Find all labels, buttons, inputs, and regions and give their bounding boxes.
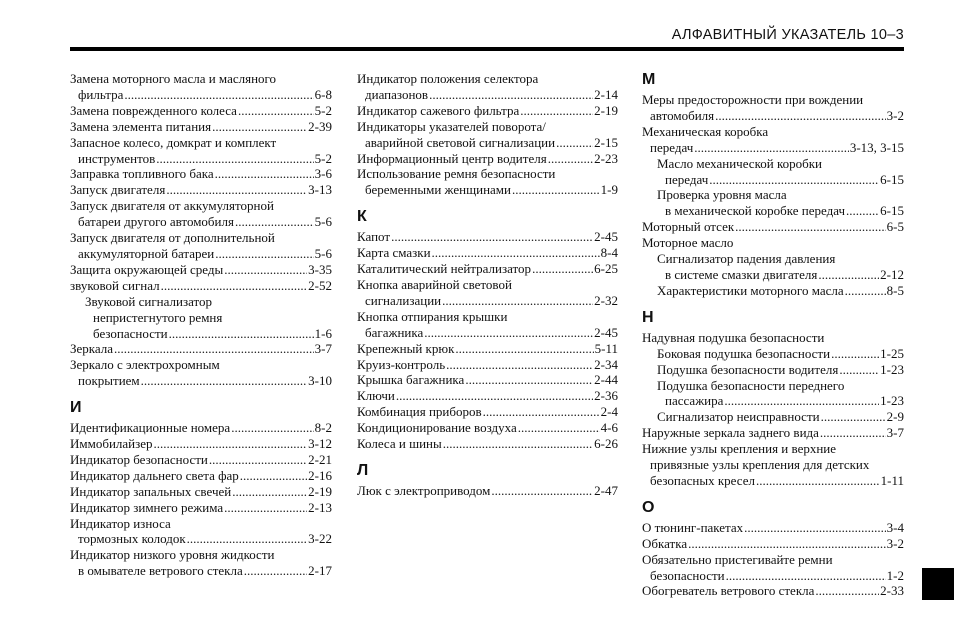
entry-text: Индикатор запальных свечей xyxy=(70,483,232,499)
index-entry xyxy=(357,277,618,293)
index-entry xyxy=(70,341,332,357)
page-number: 5-6 xyxy=(314,245,332,261)
entry-text: Проверка уровня масла xyxy=(657,187,787,203)
entry-text: автомобиля xyxy=(650,107,715,123)
page-number: 6-25 xyxy=(594,261,618,277)
dot-leader xyxy=(556,135,593,151)
index-entry xyxy=(642,140,904,156)
dot-leader xyxy=(845,283,886,299)
page-number: 2-33 xyxy=(880,583,904,599)
dot-leader xyxy=(240,468,307,484)
dot-leader xyxy=(715,108,886,124)
index-entry xyxy=(642,203,904,219)
index-entry xyxy=(70,294,332,310)
index-entry xyxy=(642,108,904,124)
page-number: 2-14 xyxy=(594,86,618,102)
page-number: 2-9 xyxy=(886,409,904,425)
page-number: 2-34 xyxy=(594,356,618,372)
page-number: 2-44 xyxy=(594,372,618,388)
entry-text: Масло механической коробки xyxy=(657,155,822,171)
index-entry xyxy=(642,124,904,140)
entry-text: Крышка багажника xyxy=(357,372,465,388)
entry-text: Наружные зеркала заднего вида xyxy=(642,425,819,441)
page-number: 2-16 xyxy=(308,467,332,483)
index-entry xyxy=(70,198,332,214)
dot-leader xyxy=(491,483,593,499)
index-entry xyxy=(642,267,904,283)
entry-text: Подушка безопасности водителя xyxy=(657,361,839,377)
dot-leader xyxy=(846,203,879,219)
entry-text: Запасное колесо, домкрат и комплект xyxy=(70,134,277,150)
index-entry xyxy=(357,388,618,404)
page-number: 6-15 xyxy=(880,171,904,187)
dot-leader xyxy=(442,293,593,309)
entry-text: беременными женщинами xyxy=(365,182,511,198)
index-entry xyxy=(642,235,904,251)
page-number: 2-23 xyxy=(594,150,618,166)
entry-text: Подушка безопасности переднего xyxy=(657,377,845,393)
page-number: 1-9 xyxy=(600,182,618,198)
page-number: 5-2 xyxy=(314,102,332,118)
page-number: 2-45 xyxy=(594,229,618,245)
entry-text: Использование ремня безопасности xyxy=(357,166,556,182)
index-entry xyxy=(642,330,904,346)
page-number: 6-5 xyxy=(886,219,904,235)
entry-text: Характеристики моторного масла xyxy=(657,282,844,298)
entry-text: Меры предосторожности при вождении xyxy=(642,92,864,107)
dot-leader xyxy=(756,473,880,489)
index-entry xyxy=(642,219,904,235)
dot-leader xyxy=(209,452,307,468)
entry-text: Колеса и шины xyxy=(357,436,442,452)
entry-text: Замена элемента питания xyxy=(70,118,212,134)
index-entry xyxy=(70,230,332,246)
entry-text: Индикатор сажевого фильтра xyxy=(357,102,520,118)
page-number: 3-6 xyxy=(314,166,332,182)
index-entry xyxy=(70,310,332,326)
page-number: 3-12 xyxy=(308,436,332,452)
running-header: АЛФАВИТНЫЙ УКАЗАТЕЛЬ 10–3 xyxy=(671,27,904,43)
entry-text: Запуск двигателя xyxy=(70,182,166,198)
dot-leader xyxy=(215,246,313,262)
page-number: 2-52 xyxy=(308,277,332,293)
entry-text: Моторное масло xyxy=(642,235,734,251)
dot-leader xyxy=(235,214,314,230)
index-entry xyxy=(357,119,618,135)
entry-text: Идентификационные номера xyxy=(70,420,231,436)
entry-text: Индикаторы указателей поворота/ xyxy=(357,118,546,134)
index-entry xyxy=(70,531,332,547)
dot-leader xyxy=(839,362,879,378)
dot-leader xyxy=(391,229,593,245)
index-entry xyxy=(642,425,904,441)
page-number: 1-23 xyxy=(880,361,904,377)
dot-leader xyxy=(532,261,593,277)
entry-text: Круиз-контроль xyxy=(357,356,446,372)
index-entry xyxy=(70,214,332,230)
dot-leader xyxy=(831,346,879,362)
header-rule xyxy=(70,47,904,51)
page-number: 2-12 xyxy=(880,266,904,282)
entry-text: Кондиционирование воздуха xyxy=(357,420,517,436)
entry-group xyxy=(70,420,332,579)
entry-text: пассажира xyxy=(665,393,724,409)
entry-text: покрытием xyxy=(78,373,140,389)
index-entry xyxy=(70,182,332,198)
index-entry xyxy=(357,309,618,325)
index-entry xyxy=(642,187,904,203)
page-number: 3-2 xyxy=(886,535,904,551)
entry-text: Запуск двигателя от аккумуляторной xyxy=(70,198,274,214)
index-entry xyxy=(70,166,332,182)
index-entry xyxy=(70,373,332,389)
dot-leader xyxy=(455,341,593,357)
dot-leader xyxy=(154,436,308,452)
index-entry xyxy=(642,283,904,299)
entry-text: Обязательно пристегивайте ремни xyxy=(642,551,833,567)
section-letter: М xyxy=(642,71,656,88)
index-entry xyxy=(357,166,618,182)
page-number: 5-11 xyxy=(594,340,618,356)
dot-leader xyxy=(166,182,307,198)
index-entry xyxy=(642,251,904,267)
page-number: 3-22 xyxy=(308,531,332,547)
page-number: 5-6 xyxy=(314,214,332,230)
entry-text: Замена моторного масла и масляного xyxy=(70,71,277,86)
index-entry xyxy=(357,103,618,119)
index-entry xyxy=(642,552,904,568)
section-letter: К xyxy=(357,208,367,226)
dot-leader xyxy=(821,409,886,425)
dot-leader xyxy=(512,182,600,198)
index-entry xyxy=(357,483,618,499)
entry-text: Заправка топливного бака xyxy=(70,166,214,182)
dot-leader xyxy=(429,87,593,103)
page-number: 2-19 xyxy=(308,483,332,499)
index-entry xyxy=(357,245,618,261)
dot-leader xyxy=(161,278,308,294)
index-entry xyxy=(642,362,904,378)
index-entry xyxy=(70,468,332,484)
page-number: 6-8 xyxy=(314,86,332,102)
section-letter: И xyxy=(70,399,82,417)
entry-text: сигнализации xyxy=(365,292,442,308)
entry-text: Индикатор положения селектора xyxy=(357,71,539,86)
page-number: 5-2 xyxy=(314,150,332,166)
index-entry xyxy=(70,484,332,500)
dot-leader xyxy=(694,140,849,156)
page-number: 8-2 xyxy=(314,420,332,436)
entry-text: Информационный центр водителя xyxy=(357,150,547,166)
page-number: 1-25 xyxy=(880,345,904,361)
dot-leader xyxy=(735,219,886,235)
entry-text: Кнопка отпирания крышки xyxy=(357,308,508,324)
page-number: 3-4 xyxy=(886,519,904,535)
dot-leader xyxy=(446,357,593,373)
entry-text: безопасных кресел xyxy=(650,472,755,488)
index-entry xyxy=(642,378,904,394)
page-number: 2-17 xyxy=(308,563,332,579)
entry-text: Звуковой сигнализатор xyxy=(85,293,213,309)
entry-text: Нижние узлы крепления и верхние xyxy=(642,441,837,457)
index-entry xyxy=(642,568,904,584)
entry-group xyxy=(70,71,332,389)
dot-leader xyxy=(724,393,879,409)
entry-text: передач xyxy=(665,171,709,187)
dot-leader xyxy=(424,325,593,341)
index-entry xyxy=(70,500,332,516)
entry-text: Зеркала xyxy=(70,341,114,357)
page-number: 6-26 xyxy=(594,436,618,452)
dot-leader xyxy=(224,262,307,278)
index-entry xyxy=(642,536,904,552)
entry-text: Защита окружающей среды xyxy=(70,261,224,277)
index-entry xyxy=(70,151,332,167)
dot-leader xyxy=(820,425,886,441)
index-entry xyxy=(642,92,904,108)
dot-leader xyxy=(169,326,314,342)
index-entry xyxy=(70,135,332,151)
entry-text: Ключи xyxy=(357,388,395,404)
page-number: 2-47 xyxy=(594,482,618,498)
dot-leader xyxy=(114,341,314,357)
dot-leader xyxy=(238,103,314,119)
dot-leader xyxy=(396,388,593,404)
dot-leader xyxy=(244,563,307,579)
entry-text: Сигнализатор неисправности xyxy=(657,409,820,425)
index-entry xyxy=(642,457,904,473)
entry-text: звуковой сигнал xyxy=(70,277,160,293)
index-entry xyxy=(70,278,332,294)
dot-leader xyxy=(215,166,314,182)
dot-leader xyxy=(187,531,308,547)
dot-leader xyxy=(212,119,307,135)
entry-text: Кнопка аварийной световой xyxy=(357,276,512,292)
index-entry xyxy=(70,357,332,373)
dot-leader xyxy=(224,500,307,516)
entry-text: Капот xyxy=(357,229,391,245)
dot-leader xyxy=(483,404,600,420)
index-entry xyxy=(357,420,618,436)
index-entry xyxy=(642,156,904,172)
dot-leader xyxy=(443,436,593,452)
entry-text: О тюнинг-пакетах xyxy=(642,519,744,535)
dot-leader xyxy=(726,568,886,584)
entry-text: батареи другого автомобиля xyxy=(78,214,234,230)
entry-text: Индикатор дальнего света фар xyxy=(70,467,239,483)
chapter-tab-marker xyxy=(922,568,954,600)
entry-text: в омывателе ветрового стекла xyxy=(78,563,243,579)
entry-group xyxy=(642,330,904,489)
entry-text: аккумуляторной батареи xyxy=(78,245,215,261)
entry-text: Зеркало с электрохромным xyxy=(70,357,220,373)
dot-leader xyxy=(744,520,885,536)
entry-text: Обогреватель ветрового стекла xyxy=(642,583,815,599)
page-number: 8-4 xyxy=(600,245,618,261)
entry-text: в системе смазки двигателя xyxy=(665,266,818,282)
entry-text: Люк с электроприводом xyxy=(357,482,491,498)
dot-leader xyxy=(232,484,307,500)
index-entry xyxy=(357,71,618,87)
page-number: 3-13, 3-15 xyxy=(849,139,904,155)
entry-text: фильтра xyxy=(78,86,124,102)
entry-text: Обкатка xyxy=(642,535,688,551)
index-entry xyxy=(70,71,332,87)
entry-text: Каталитический нейтрализатор xyxy=(357,261,532,277)
index-entry xyxy=(70,119,332,135)
page-number: 1-23 xyxy=(880,393,904,409)
entry-text: Запуск двигателя от дополнительной xyxy=(70,230,275,246)
page-number: 2-4 xyxy=(600,404,618,420)
entry-text: инструментов xyxy=(78,150,156,166)
page-number: 2-13 xyxy=(308,499,332,515)
index-entry xyxy=(357,151,618,167)
page-number: 3-35 xyxy=(308,261,332,277)
index-entry xyxy=(70,452,332,468)
dot-leader xyxy=(815,583,879,599)
entry-text: Замена поврежденного колеса xyxy=(70,102,237,118)
dot-leader xyxy=(432,245,600,261)
index-entry xyxy=(70,436,332,452)
index-entry xyxy=(357,372,618,388)
page-number: 3-2 xyxy=(886,107,904,123)
entry-text: передач xyxy=(650,139,694,155)
index-entry xyxy=(70,547,332,563)
entry-text: аварийной световой сигнализации xyxy=(365,134,556,150)
entry-group xyxy=(357,483,618,499)
entry-group xyxy=(357,229,618,452)
entry-text: диапазонов xyxy=(365,86,429,102)
page-number: 2-45 xyxy=(594,324,618,340)
page-number: 6-15 xyxy=(880,203,904,219)
entry-text: Индикатор износа xyxy=(70,515,171,531)
page-number: 4-6 xyxy=(600,420,618,436)
index-entry xyxy=(70,246,332,262)
index-entry xyxy=(642,441,904,457)
entry-text: привязные узлы крепления для детских xyxy=(650,457,870,473)
section-letter: Л xyxy=(357,461,369,479)
index-entry xyxy=(357,293,618,309)
dot-leader xyxy=(709,172,879,188)
index-entry xyxy=(642,172,904,188)
index-entry xyxy=(70,563,332,579)
page-number: 2-36 xyxy=(594,388,618,404)
dot-leader xyxy=(465,372,593,388)
index-entry xyxy=(357,357,618,373)
entry-text: Индикатор низкого уровня жидкости xyxy=(70,547,275,563)
index-entry xyxy=(642,583,904,599)
index-entry xyxy=(357,229,618,245)
index-entry xyxy=(70,420,332,436)
entry-text: непристегнутого ремня xyxy=(93,309,223,325)
index-entry xyxy=(357,135,618,151)
index-entry xyxy=(357,87,618,103)
index-column-2 xyxy=(357,71,618,499)
entry-text: Сигнализатор падения давления xyxy=(657,251,836,267)
entry-text: Надувная подушка безопасности xyxy=(642,329,825,345)
index-entry xyxy=(357,341,618,357)
page-number: 3-7 xyxy=(314,341,332,357)
entry-text: Индикатор зимнего режима xyxy=(70,499,224,515)
index-entry xyxy=(642,473,904,489)
entry-text: безопасности xyxy=(93,325,168,341)
dot-leader xyxy=(520,103,593,119)
index-entry xyxy=(357,325,618,341)
entry-text: Крепежный крюк xyxy=(357,340,455,356)
entry-text: безопасности xyxy=(650,567,725,583)
index-entry xyxy=(357,182,618,198)
index-entry xyxy=(70,87,332,103)
dot-leader xyxy=(688,536,886,552)
index-entry xyxy=(642,393,904,409)
index-entry xyxy=(357,436,618,452)
entry-group xyxy=(357,71,618,198)
dot-leader xyxy=(518,420,600,436)
index-entry xyxy=(357,261,618,277)
page-number: 1-11 xyxy=(880,472,904,488)
index-entry xyxy=(70,326,332,342)
dot-leader xyxy=(156,151,313,167)
page-number: 3-7 xyxy=(886,425,904,441)
index-entry xyxy=(642,346,904,362)
section-letter: Н xyxy=(642,308,654,326)
entry-text: багажника xyxy=(365,324,424,340)
index-column-3 xyxy=(642,71,904,599)
entry-text: тормозных колодок xyxy=(78,531,186,547)
index-entry xyxy=(642,409,904,425)
page-number: 8-5 xyxy=(886,282,904,298)
dot-leader xyxy=(141,373,308,389)
entry-text: в механической коробке передач xyxy=(665,203,846,219)
entry-group xyxy=(642,92,904,299)
entry-text: Иммобилайзер xyxy=(70,436,153,452)
entry-text: Комбинация приборов xyxy=(357,404,482,420)
entry-text: Карта смазки xyxy=(357,245,431,261)
entry-text: Механическая коробка xyxy=(642,123,769,139)
page-number: 1-6 xyxy=(314,325,332,341)
page-number: 1-2 xyxy=(886,567,904,583)
page-number: 2-39 xyxy=(308,118,332,134)
entry-text: Индикатор безопасности xyxy=(70,451,208,467)
index-entry xyxy=(70,103,332,119)
dot-leader xyxy=(818,267,879,283)
index-entry xyxy=(357,404,618,420)
dot-leader xyxy=(548,151,593,167)
entry-text: Боковая подушка безопасности xyxy=(657,345,831,361)
index-entry xyxy=(642,520,904,536)
page-number: 2-32 xyxy=(594,292,618,308)
section-letter: О xyxy=(642,498,655,516)
entry-group xyxy=(642,520,904,600)
page-number: 2-15 xyxy=(594,134,618,150)
page-number: 3-10 xyxy=(308,373,332,389)
page-number: 3-13 xyxy=(308,182,332,198)
index-column-1 xyxy=(70,71,332,579)
index-entry xyxy=(70,516,332,532)
page-number: 2-19 xyxy=(594,102,618,118)
entry-text: Моторный отсек xyxy=(642,219,735,235)
index-entry xyxy=(70,262,332,278)
dot-leader xyxy=(124,87,313,103)
page-number: 2-21 xyxy=(308,451,332,467)
dot-leader xyxy=(231,420,313,436)
